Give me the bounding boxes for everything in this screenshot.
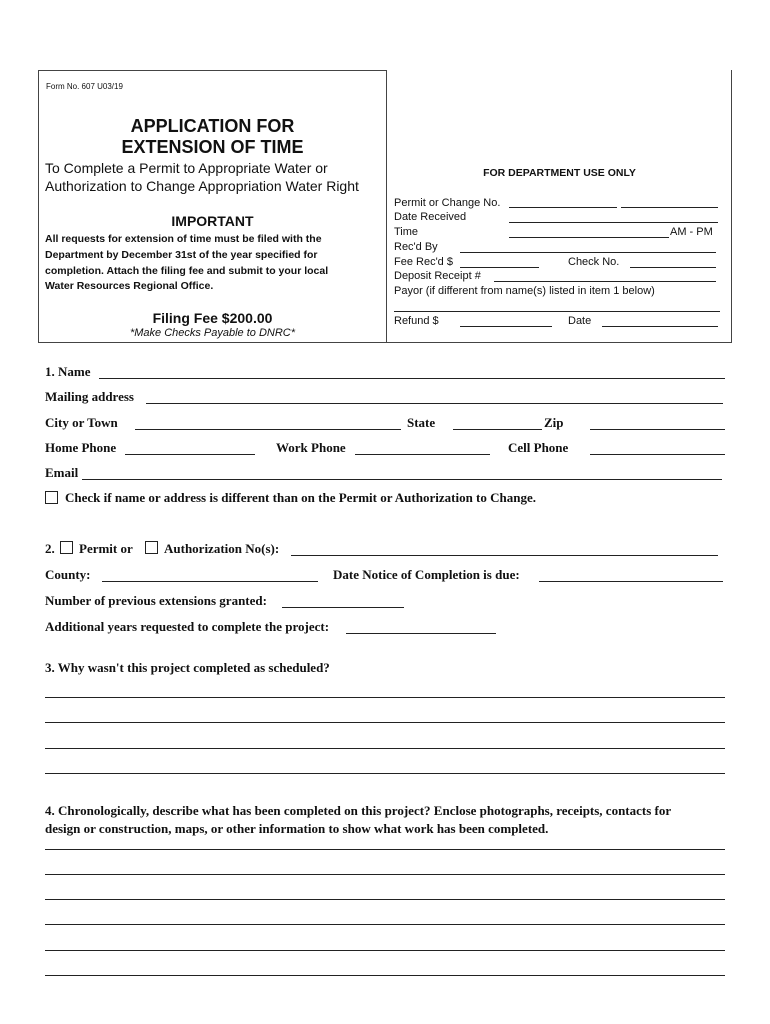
form-number: Form No. 607 U03/19 bbox=[46, 82, 123, 91]
fee-recd-field[interactable] bbox=[460, 267, 539, 268]
refund-date-field[interactable] bbox=[602, 326, 718, 327]
previous-extensions-label: Number of previous extensions granted: bbox=[45, 593, 267, 608]
section3-answer-line[interactable] bbox=[45, 748, 725, 749]
mailing-address-label: Mailing address bbox=[45, 389, 134, 404]
section3-answer-line[interactable] bbox=[45, 722, 725, 723]
important-heading: IMPORTANT bbox=[171, 213, 254, 229]
permit-change-no-field[interactable] bbox=[509, 207, 617, 208]
authorization-checkbox[interactable] bbox=[145, 541, 158, 554]
important-line3: completion. Attach the filing fee and submit to your local bbox=[45, 265, 329, 277]
state-field[interactable] bbox=[453, 429, 542, 430]
recd-by-field[interactable] bbox=[460, 252, 716, 253]
authorization-numbers-field[interactable] bbox=[291, 555, 718, 556]
refund-date-label: Date bbox=[568, 315, 592, 327]
cell-phone-label: Cell Phone bbox=[508, 440, 569, 455]
important-line2: Department by December 31st of the year specified for bbox=[45, 249, 318, 261]
cell-phone-field[interactable] bbox=[590, 454, 725, 455]
subtitle-line2: Authorization to Change Appropriation Water Right bbox=[45, 178, 359, 194]
header-left-box bbox=[38, 70, 387, 343]
email-label: Email bbox=[45, 465, 79, 480]
work-phone-field[interactable] bbox=[355, 454, 490, 455]
section2-number: 2. bbox=[45, 541, 55, 556]
section4-answer-line[interactable] bbox=[45, 975, 725, 976]
section3-answer-line[interactable] bbox=[45, 773, 725, 774]
permit-change-no-label: Permit or Change No. bbox=[394, 197, 501, 209]
name-field[interactable] bbox=[99, 378, 725, 379]
refund-label: Refund $ bbox=[394, 315, 439, 327]
previous-extensions-field[interactable] bbox=[282, 607, 404, 608]
date-notice-label: Date Notice of Completion is due: bbox=[333, 567, 520, 582]
section4-question-line1: 4. Chronologically, describe what has been completed on this project? Enclose photographs, receipts, contacts for bbox=[45, 803, 672, 818]
work-phone-label: Work Phone bbox=[276, 440, 346, 455]
am-pm-label: AM - PM bbox=[670, 226, 713, 238]
recd-by-label: Rec'd By bbox=[394, 241, 438, 253]
authorization-label: Authorization No(s): bbox=[164, 541, 280, 556]
date-received-label: Date Received bbox=[394, 211, 467, 223]
section4-answer-line[interactable] bbox=[45, 899, 725, 900]
section3-answer-line[interactable] bbox=[45, 697, 725, 698]
additional-years-field[interactable] bbox=[346, 633, 496, 634]
section4-answer-line[interactable] bbox=[45, 950, 725, 951]
section4-answer-line[interactable] bbox=[45, 874, 725, 875]
name-address-different-label: Check if name or address is different than on the Permit or Authorization to Change. bbox=[65, 490, 536, 505]
email-field[interactable] bbox=[82, 479, 722, 480]
time-field[interactable] bbox=[509, 237, 669, 238]
form-title-line1: APPLICATION FOR bbox=[130, 116, 295, 136]
city-label: City or Town bbox=[45, 415, 118, 430]
zip-label: Zip bbox=[544, 415, 564, 430]
home-phone-field[interactable] bbox=[125, 454, 255, 455]
date-received-field[interactable] bbox=[509, 222, 718, 223]
subtitle-line1: To Complete a Permit to Appropriate Water or bbox=[45, 160, 328, 176]
date-notice-field[interactable] bbox=[539, 581, 723, 582]
state-label: State bbox=[407, 415, 436, 430]
mailing-address-field[interactable] bbox=[146, 403, 723, 404]
home-phone-label: Home Phone bbox=[45, 440, 117, 455]
payor-field[interactable] bbox=[394, 311, 720, 312]
permit-change-no-field-2[interactable] bbox=[621, 207, 718, 208]
zip-field[interactable] bbox=[590, 429, 725, 430]
deposit-receipt-field[interactable] bbox=[494, 281, 716, 282]
important-line4: Water Resources Regional Office. bbox=[45, 280, 214, 292]
section4-question-line2: design or construction, maps, or other information to show what work has been completed. bbox=[45, 821, 549, 836]
box-edge bbox=[731, 70, 732, 82]
refund-field[interactable] bbox=[460, 326, 552, 327]
payor-label: Payor (if different from name(s) listed in item 1 below) bbox=[394, 285, 655, 297]
important-line1: All requests for extension of time must be filed with the bbox=[45, 233, 322, 245]
section4-answer-line[interactable] bbox=[45, 849, 725, 850]
county-field[interactable] bbox=[102, 581, 318, 582]
additional-years-label: Additional years requested to complete the project: bbox=[45, 619, 330, 634]
form-title-line2: EXTENSION OF TIME bbox=[121, 137, 304, 157]
dept-use-heading: FOR DEPARTMENT USE ONLY bbox=[483, 167, 636, 179]
checks-payable: *Make Checks Payable to DNRC* bbox=[129, 327, 296, 339]
deposit-receipt-label: Deposit Receipt # bbox=[394, 270, 481, 282]
time-label: Time bbox=[394, 226, 419, 238]
city-field[interactable] bbox=[135, 429, 401, 430]
section3-question: 3. Why wasn't this project completed as scheduled? bbox=[45, 660, 330, 675]
section4-answer-line[interactable] bbox=[45, 924, 725, 925]
permit-label: Permit or bbox=[79, 541, 133, 556]
county-label: County: bbox=[45, 567, 91, 582]
filing-fee: Filing Fee $200.00 bbox=[152, 310, 273, 326]
name-label: 1. Name bbox=[45, 364, 91, 379]
name-address-different-checkbox[interactable] bbox=[45, 491, 58, 504]
fee-recd-label: Fee Rec'd $ bbox=[394, 256, 453, 268]
check-no-field[interactable] bbox=[630, 267, 716, 268]
check-no-label: Check No. bbox=[568, 256, 620, 268]
permit-checkbox[interactable] bbox=[60, 541, 73, 554]
